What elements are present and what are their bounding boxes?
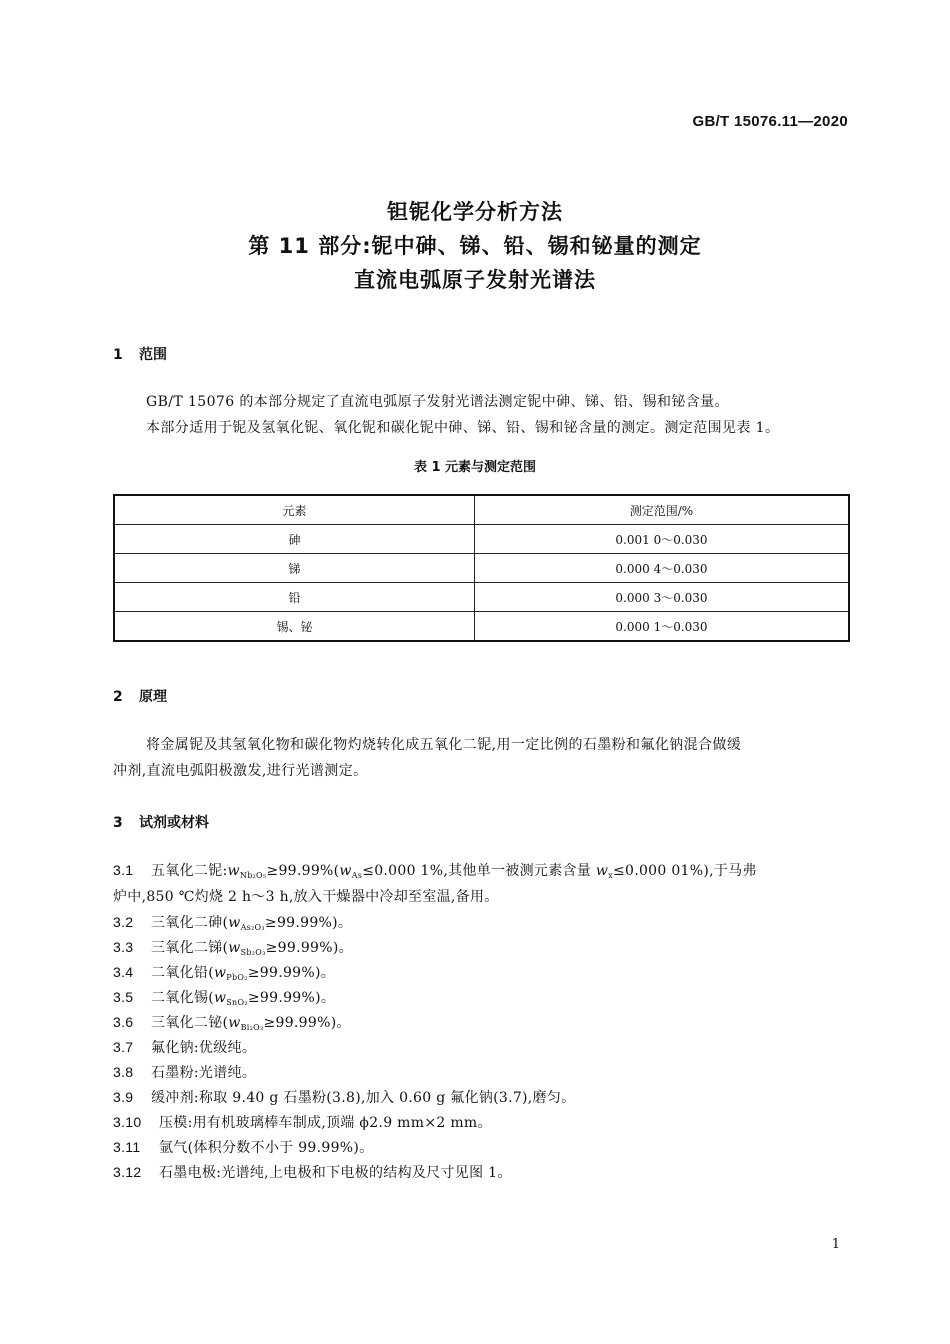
table-cell-element: 砷 xyxy=(114,525,475,554)
item-number: 3.2 xyxy=(113,914,134,930)
section-heading-scope xyxy=(113,344,167,364)
variable-w: w xyxy=(227,863,240,879)
item-text: ≤0.000 01%),于马弗 xyxy=(612,863,757,879)
item-text: ≥99.99%)。 xyxy=(247,965,336,981)
table-header-row xyxy=(114,495,849,525)
section-title: 试剂或材料 xyxy=(139,815,209,831)
item-number: 3.11 xyxy=(113,1139,141,1155)
table-header-range: 测定范围/% xyxy=(475,495,850,525)
table-row xyxy=(114,612,849,642)
item-text: 石墨电极:光谱纯,上电极和下电极的结构及尺寸见图 1。 xyxy=(159,1165,512,1181)
item-text: 二氧化铅( xyxy=(151,965,214,981)
table-cell-element: 锡、铋 xyxy=(114,612,475,642)
item-text: 五氧化二铌: xyxy=(151,863,228,879)
title-line-3: 直流电弧原子发射光谱法 xyxy=(354,268,596,292)
subscript: As₂O₃ xyxy=(240,923,265,932)
item-text: 三氧化二铋( xyxy=(151,1015,229,1031)
reagent-item-3-12 xyxy=(113,1160,853,1186)
table-header-element: 元素 xyxy=(114,495,475,525)
subscript: SnO₂ xyxy=(226,998,248,1007)
item-text: 氩气(体积分数不小于 99.99%)。 xyxy=(159,1140,374,1156)
principle-line-2: 冲剂,直流电弧阳极激发,进行光谱测定。 xyxy=(113,763,368,779)
table-cell-range: 0.000 1～0.030 xyxy=(475,612,850,642)
reagent-item-3-10 xyxy=(113,1110,853,1136)
table-row xyxy=(114,554,849,583)
title-line-2: 第 11 部分:铌中砷、锑、铅、锡和铋量的测定 xyxy=(248,234,702,258)
item-text: ≥99.99%( xyxy=(266,863,340,879)
item-number: 3.8 xyxy=(113,1064,134,1080)
item-number: 3.3 xyxy=(113,939,134,955)
variable-w: w xyxy=(339,863,352,879)
item-text: ≤0.000 1%,其他单一被测元素含量 xyxy=(362,863,596,879)
subscript: Sb₂O₃ xyxy=(240,948,266,957)
item-number: 3.5 xyxy=(113,989,134,1005)
item-number: 3.9 xyxy=(113,1089,134,1105)
section-number: 3 xyxy=(113,815,123,831)
title-line-1: 钽铌化学分析方法 xyxy=(387,200,563,224)
table-cell-element: 铅 xyxy=(114,583,475,612)
section-heading-principle xyxy=(113,686,167,706)
variable-w: w xyxy=(228,915,241,931)
section-number: 1 xyxy=(113,347,123,363)
item-text: ≥99.99%)。 xyxy=(264,915,353,931)
item-number: 3.10 xyxy=(113,1114,142,1130)
item-text: 氟化钠:优级纯。 xyxy=(151,1040,257,1056)
subscript: x xyxy=(608,871,613,880)
item-text: ≥99.99%)。 xyxy=(247,990,336,1006)
item-text: 三氧化二砷( xyxy=(151,915,229,931)
item-text: 缓冲剂:称取 9.40 g 石墨粉(3.8),加入 0.60 g 氟化钠(3.7),磨匀。 xyxy=(151,1090,576,1106)
section-number: 2 xyxy=(113,689,123,705)
reagent-item-3-1 xyxy=(113,858,853,888)
section-title: 原理 xyxy=(139,689,167,705)
element-range-table xyxy=(113,494,850,642)
subscript: Nb₂O₅ xyxy=(239,871,267,880)
item-text: ≥99.99%)。 xyxy=(265,940,353,956)
item-text: ≥99.99%)。 xyxy=(263,1015,351,1031)
table-cell-element: 锑 xyxy=(114,554,475,583)
reagent-item-3-7 xyxy=(113,1035,853,1061)
subscript: PbO₂ xyxy=(226,973,248,982)
table-cell-range: 0.001 0～0.030 xyxy=(475,525,850,554)
variable-w: w xyxy=(228,940,241,956)
standard-code: GB/T 15076.11—2020 xyxy=(692,113,848,130)
section-title: 范围 xyxy=(139,347,167,363)
variable-w: w xyxy=(595,863,609,879)
reagent-item-3-11 xyxy=(113,1135,853,1161)
subscript: As xyxy=(351,871,363,880)
item-number: 3.6 xyxy=(113,1014,134,1030)
table-cell-range: 0.000 3～0.030 xyxy=(475,583,850,612)
table-row xyxy=(114,583,849,612)
reagent-item-3-8 xyxy=(113,1060,853,1086)
item-text: 压模:用有机玻璃棒车制成,顶端 ϕ2.9 mm×2 mm。 xyxy=(159,1115,492,1131)
reagent-item-3-9 xyxy=(113,1085,853,1111)
subscript: Bi₂O₃ xyxy=(240,1023,264,1032)
page-number: 1 xyxy=(831,1237,840,1252)
section-heading-reagents xyxy=(113,812,209,832)
item-text: 三氧化二锑( xyxy=(151,940,229,956)
variable-w: w xyxy=(213,990,227,1006)
variable-w: w xyxy=(228,1015,241,1031)
item-text: 二氧化锡( xyxy=(151,990,214,1006)
table-row xyxy=(114,525,849,554)
principle-line-1: 将金属铌及其氢氧化物和碳化物灼烧转化成五氧化二铌,用一定比例的石墨粉和氟化钠混合做缓 xyxy=(146,737,742,753)
item-number: 3.4 xyxy=(113,964,134,980)
scope-paragraph-1: GB/T 15076 的本部分规定了直流电弧原子发射光谱法测定铌中砷、锑、铅、锡和铋含量。 xyxy=(146,394,729,410)
item-text: 石墨粉:光谱纯。 xyxy=(151,1065,257,1081)
item-number: 3.1 xyxy=(113,862,134,878)
reagent-item-3-1-line-2: 炉中,850 ℃灼烧 2 h～3 h,放入干燥器中冷却至室温,备用。 xyxy=(113,889,499,905)
table-caption: 表 1 元素与测定范围 xyxy=(413,460,537,475)
scope-paragraph-2: 本部分适用于铌及氢氧化铌、氧化铌和碳化铌中砷、锑、铅、锡和铋含量的测定。测定范围见表 1。 xyxy=(146,420,780,436)
table-cell-range: 0.000 4～0.030 xyxy=(475,554,850,583)
variable-w: w xyxy=(213,965,227,981)
item-number: 3.12 xyxy=(113,1164,142,1180)
item-number: 3.7 xyxy=(113,1039,134,1055)
